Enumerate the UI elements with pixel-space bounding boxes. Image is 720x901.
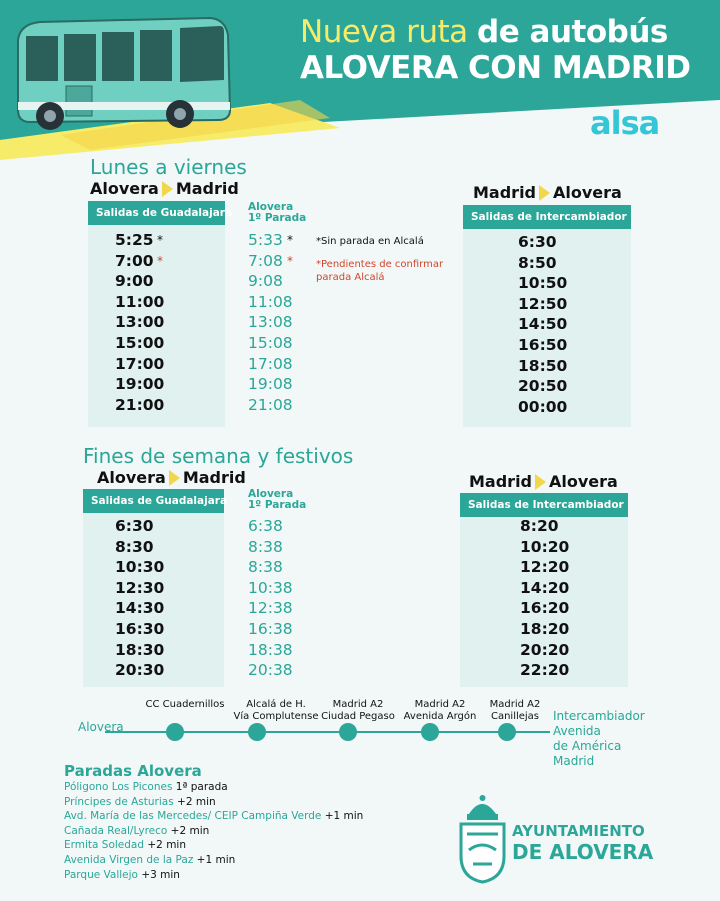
departure-time: 10:50 [518,274,568,293]
parada-offset: +3 min [137,868,180,881]
end-label-line: Madrid [553,754,595,768]
parada-name: Ermita Soledad [64,839,145,852]
departure-time: 18:20 [520,620,570,638]
parada-name: Póligono Los Picones [64,781,173,793]
note-no-stop-alcala [316,235,424,248]
weekday-outbound-route [90,179,239,198]
parada-offset: +2 min [173,795,216,808]
route-stop-label [140,699,230,711]
route-stop-dot [166,723,184,741]
parada-offset: +2 min [167,824,210,837]
weekend-first-stop-label [248,489,306,511]
end-label-line: de América [553,739,622,753]
route-stop-dot [421,723,439,741]
route-stop-label [226,699,326,723]
departure-time: 8:38 [248,537,283,556]
arrow-right-icon [162,181,173,197]
title-light: Nueva ruta [300,14,478,50]
departure-time: 5:25 [115,231,154,249]
end-label-line: Avenida [553,724,601,738]
departure-time: 13:00 [115,313,165,332]
departure-time: 19:08 [248,375,293,394]
parada-name: Cañada Real/Lyreco [64,824,168,837]
departure-time: 16:38 [248,620,293,638]
note-text-line1: Pendientes de confirmar [321,259,444,270]
stop-label-line2: Canillejas [490,711,540,722]
departure-time: 21:00 [115,395,165,414]
stop-label-line1: Madrid A2 [332,699,384,710]
parada-item [64,839,186,851]
parada-name: Avenida Virgen de la Paz [64,854,194,866]
weekend-section-title: Fines de semana y festivos [83,444,354,468]
parada-item [64,825,209,837]
parada-name: Parque Vallejo [64,868,138,881]
parada-offset: 1ª parada [172,781,228,793]
departure-time: 14:20 [520,578,570,597]
ayuntamiento-label: AYUNTAMIENTO [512,822,645,840]
departure-time: 16:30 [115,620,165,638]
route-stop-label [318,699,398,723]
crest-icon [455,790,510,885]
route-from: Alovera [90,179,159,198]
note-star: * [316,236,321,247]
departure-time: 6:38 [248,517,283,535]
weekday-first-stop-label [248,202,306,224]
departure-time: 11:08 [248,292,293,311]
title-bold: de autobús [477,14,668,50]
route-end-label [553,709,645,769]
route-start-label: Alovera [78,720,124,734]
title-line-2: ALOVERA CON MADRID [300,50,691,86]
parada-offset: +2 min [144,839,187,852]
departure-time: 17:00 [115,354,165,373]
parada-item [64,796,216,808]
parada-item [64,810,363,822]
departure-time: 00:00 [518,397,568,416]
route-from: Madrid [473,183,536,202]
departure-time: 20:50 [518,377,568,396]
weekday-section-title: Lunes a viernes [90,155,247,179]
departure-time: 17:08 [248,354,293,373]
departure-time: 7:08 [248,251,283,270]
departure-time: 15:08 [248,334,293,352]
departure-time: 20:20 [520,640,570,659]
departure-time: 7:00 [115,251,154,270]
weekend-return-route [469,472,618,491]
table-header: Salidas de Intercambiador [460,493,628,517]
title-line-1 [300,14,668,50]
route-from: Alovera [97,468,166,487]
parada-name: Príncipes de Asturias [64,795,174,808]
route-to: Madrid [182,468,246,487]
stop-label-line2: Ciudad Pegaso [321,711,395,722]
stop-label-line1: Alovera [248,488,294,500]
departure-time: 6:30 [518,233,557,251]
table-header: Salidas de Guadalajara [83,489,224,513]
end-label-line: Intercambiador [553,709,645,723]
stop-label-line1: Alovera [248,201,294,213]
note-star: * [316,259,321,270]
route-to: Alovera [553,183,622,202]
departure-time: 22:20 [520,661,570,680]
table-header: Salidas de Guadalajara [88,201,225,225]
departure-time: 12:50 [518,294,568,313]
weekday-return-route [473,183,622,202]
star-marker-red: * [287,254,293,268]
star-marker: * [157,233,163,247]
departure-time: 16:20 [520,599,570,618]
stop-label-line1: Madrid A2 [414,699,466,710]
departure-time: 8:50 [518,253,557,272]
paradas-title: Paradas Alovera [64,762,202,780]
star-marker: * [287,233,293,247]
parada-item [64,869,180,881]
stop-label-line2: 1º Parada [248,499,307,511]
route-stop-dot [498,723,516,741]
parada-offset: +1 min [193,854,236,866]
stop-label-line2: Vía Complutense [233,711,319,722]
departure-time: 20:38 [248,661,293,680]
departure-time: 20:30 [115,661,165,680]
parada-offset: +1 min [321,810,364,823]
departure-time: 14:30 [115,599,165,618]
departure-time: 14:50 [518,315,568,334]
departure-time: 10:30 [115,558,165,577]
departure-time: 8:20 [520,517,559,535]
stop-label-line2: Avenida Argón [403,711,477,722]
departure-time: 16:50 [518,336,568,354]
weekend-outbound-table [83,489,228,687]
table-header: Salidas de Intercambiador [463,205,631,229]
weekday-return-table [463,205,631,427]
departure-time: 18:50 [518,356,568,375]
stop-label-line2: CC Cuadernillos [145,699,225,710]
departure-time: 12:30 [115,578,165,597]
note-pending-confirmation [316,258,443,284]
arrow-right-icon [169,470,180,486]
departure-time: 8:30 [115,537,154,556]
route-stop-label [480,699,550,723]
stop-label-line1: Madrid A2 [489,699,541,710]
departure-time: 11:00 [115,292,165,311]
departure-time: 9:08 [248,272,283,291]
departure-time: 12:38 [248,599,293,618]
star-marker-red: * [157,254,163,268]
parada-item [64,854,235,866]
route-stop-dot [248,723,266,741]
departure-time: 10:20 [520,537,570,556]
departure-time: 13:08 [248,313,293,332]
departure-time: 8:38 [248,558,283,577]
note-text-line2: parada Alcalá [316,272,385,283]
departure-time: 5:33 [248,231,283,249]
parada-name: Avd. María de las Mercedes/ CEIP Campiña Verde [64,810,322,823]
alovera-label: DE ALOVERA [512,840,654,864]
departure-time: 18:30 [115,640,165,659]
note-text: Sin parada en Alcalá [321,236,424,247]
departure-time: 18:38 [248,640,293,659]
departure-time: 10:38 [248,578,293,597]
route-stop-dot [339,723,357,741]
departure-time: 15:00 [115,334,165,352]
route-from: Madrid [469,472,532,491]
arrow-right-icon [535,474,546,490]
route-to: Madrid [175,179,239,198]
departure-time: 21:08 [248,395,293,414]
departure-time: 19:00 [115,375,165,394]
alsa-logo: alsa [590,104,660,142]
stop-label-line2: 1º Parada [248,212,307,224]
departure-time: 6:30 [115,517,154,535]
weekend-return-table [460,493,628,687]
route-to: Alovera [549,472,618,491]
departure-time: 12:20 [520,558,570,577]
bus-icon [10,10,235,135]
departure-time: 9:00 [115,272,154,291]
arrow-right-icon [539,185,550,201]
weekend-outbound-route [97,468,246,487]
parada-item [64,781,228,793]
route-stop-label [400,699,480,723]
stop-label-line1: Alcalá de H. [246,699,306,710]
